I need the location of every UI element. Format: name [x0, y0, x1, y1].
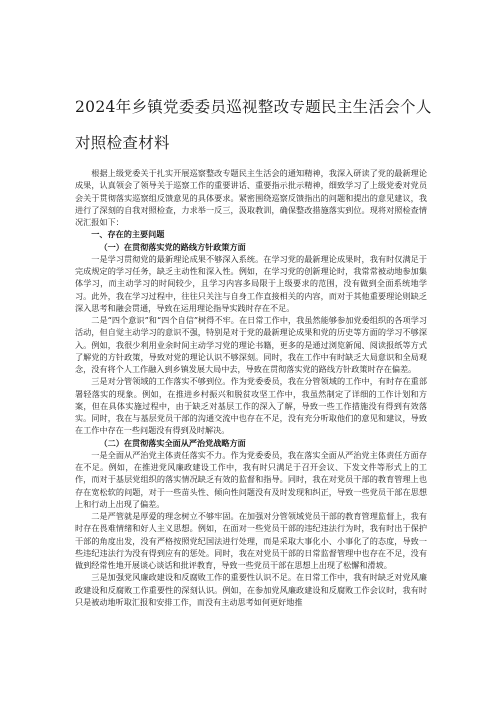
- section-heading: 一、存在的主要问题: [91, 229, 165, 240]
- paragraph: 一是全面从严治党主体责任落实不力。作为党委委员，我在落实全面从严治党主体责任方面存在不足。例如，在推进党风廉政建设工作中，我有时只满足于召开会议、下发文件等形式上的工作，而对于基层党组织的落实情况缺乏有效的监督和指导。同时，我在对党员干部的教育管理上也存在宽松软的问题，对于一些苗头性、倾向性问题没有及时发现和纠正，导致一些党员干部在思想上和行动上出现了偏差。: [75, 449, 427, 509]
- document-title-line1: 2024年乡镇党委委员巡视整改专题民主生活会个人: [75, 98, 432, 116]
- intro-paragraph: 根据上级党委关于扎实开展巡察整改专题民主生活会的通知精神，我深入研读了党的最新理论成果，认真领会了领导关于巡察工作的重要讲话、重要指示批示精神，细致学习了上级党委对党员会关于贯彻落实巡察组反馈意见的具体要求。紧密围绕巡察反馈指出的问题和提出的意见建议，我进行了深刻的自我对照检查，力求举一反三，汲取教训，确保整改措施落实到位。现将对照检查情况汇报如下：: [75, 168, 427, 227]
- subsection-heading: （一）在贯彻落实党的路线方针政策方面: [99, 241, 246, 252]
- paragraph: 二是严管就是厚爱的理念树立不够牢固。在加强对分管领域党员干部的教育管理监督上，我有时存在畏难情绪和好人主义思想。例如，在面对一些党员干部的违纪违法行为时，我有时出于保护干部的角度出发，没有严格按照党纪国法进行处理，而是采取大事化小、小事化了的态度，导致一些违纪违法行为没有得到应有的惩处。同时，我在对党员干部的日常监督管理中也存在不足，没有做到经常性地开展谈心谈话和批评教育，导致一些党员干部在思想上出现了松懈和滑坡。: [75, 511, 427, 570]
- subsection-heading: （二）在贯彻落实全面从严治党战略方面: [99, 437, 246, 448]
- document-body: [75, 167, 427, 608]
- paragraph: 三是对分管领域的工作落实不够到位。作为党委委员，我在分管领域的工作中，有时存在重部署轻落实的现象。例如，在推进乡村振兴和脱贫攻坚工作中，我虽然制定了详细的工作计划和方案，但在具体实施过程中，由于缺乏对基层工作的深入了解，导致一些工作措施没有得到有效落实。同时，我在与基层党员干部的沟通交流中也存在不足，没有充分听取他们的意见和建议，导致在工作中存在一些问题没有得到及时解决。: [75, 376, 427, 436]
- paragraph: 二是“四个意识”和“四个自信”树得不牢。在日常工作中，我虽然能够参加党委组织的各项学习活动，但自觉主动学习的意识不强，特别是对于党的最新理论成果和党的历史等方面的学习不够深入。例如，我很少利用业余时间主动学习党的理论书籍，更多的是通过浏览新闻、阅读报纸等方式了解党的方针政策，导致对党的理论认识不够深刻。同时，我在工作中有时缺乏大局意识和全局观念，没有将个人工作融入到乡镇发展大局中去，导致在贯彻落实党的路线方针政策时存在偏差。: [75, 315, 427, 374]
- paragraph: 三是加强党风廉政建设和反腐败工作的重要性认识不足。在日常工作中，我有时缺乏对党风廉政建设和反腐败工作重要性的深刻认识。例如，在参加党风廉政建设和反腐败工作会议时，我有时只是被动地听取汇报和安排工作，而没有主动思考如何更好地推: [75, 572, 427, 607]
- paragraph: 一是学习贯彻党的最新理论成果不够深入系统。在学习党的最新理论成果时，我有时仅满足于完成规定的学习任务，缺乏主动性和深入性。例如，在学习党的创新理论时，我常常被动地参加集体学习，而主动学习的时间较少，且学习内容多局限于上级要求的范围，没有做到全面系统地学习。此外，我在学习过程中，往往只关注与自身工作直接相关的内容，而对于其他重要理论则缺乏深入思考和融会贯通，导致在运用理论指导实践时存在不足。: [75, 253, 427, 313]
- document-title-line2: 对照检查材料: [75, 134, 170, 152]
